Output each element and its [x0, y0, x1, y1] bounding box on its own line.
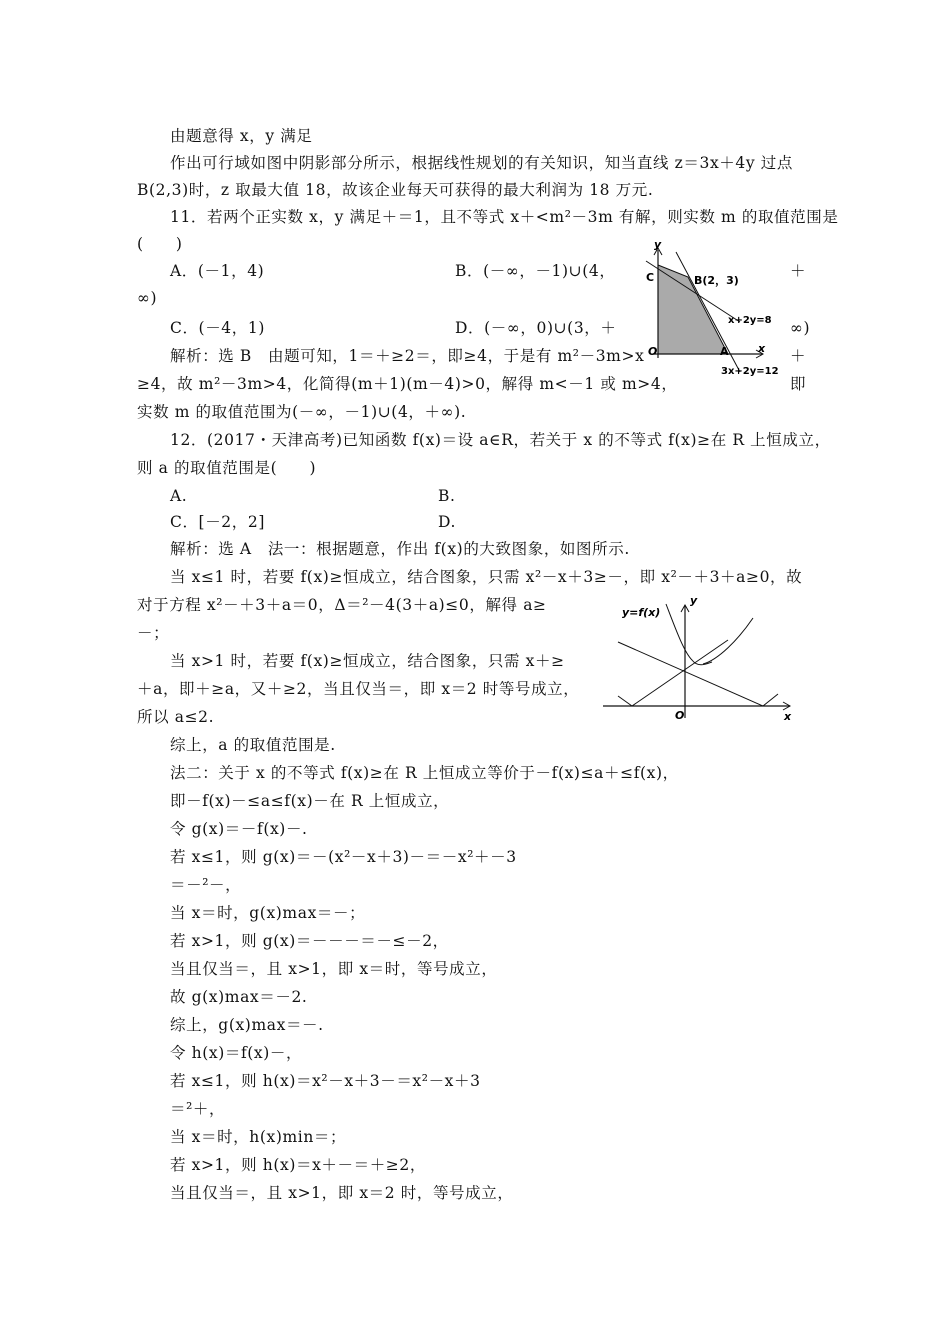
option-b-continuation: ＋ [790, 262, 807, 280]
right-branch [703, 618, 753, 664]
solution-line: 若 x>1，则 h(x)＝x＋－＝＋≥2， [170, 1156, 426, 1174]
solution-line: ＝²＋， [170, 1100, 226, 1118]
solution-line: 令 g(x)＝－f(x)－. [170, 820, 308, 838]
option-a: A. [170, 487, 188, 505]
option-d: D．(－∞，0)∪(3，＋ [455, 319, 617, 337]
solution-line: 当 x＝时，g(x)max＝－； [170, 904, 366, 922]
text-line: 由题意得 x，y 满足 [170, 127, 313, 145]
v-line-left-tail [618, 696, 632, 706]
function-graph-figure [598, 590, 798, 725]
solution-line: 解析：选 B 由题可知，1＝＋≥2＝，即≥4，于是有 m²－3m>x [170, 347, 645, 365]
solution-line: 若 x>1，则 g(x)＝－－－＝－≤－2， [170, 932, 449, 950]
option-b: B. [438, 487, 456, 505]
v-line-right [618, 642, 763, 706]
answer-bracket: ( ) [137, 235, 183, 253]
point-b-label: B(2，3) [694, 274, 739, 287]
question-11: 11．若两个正实数 x，y 满足＋＝1，且不等式 x＋<m²－3m 有解，则实数 m 的取值范围是 [170, 208, 839, 226]
solution-line: 当 x＝时，h(x)min＝； [170, 1128, 347, 1146]
v-line-left [632, 640, 728, 706]
origin-label: O [648, 345, 658, 358]
solution-line: 当 x>1 时，若要 f(x)≥恒成立，结合图象，只需 x＋≥ [170, 652, 565, 670]
y-axis-label: y [654, 240, 662, 251]
origin-label: O [675, 709, 685, 722]
solution-line: ＝－²－， [170, 876, 242, 894]
solution-line: 当 x≤1 时，若要 f(x)≥恒成立，结合图象，只需 x²－x＋3≥－，即 x²－＋3＋a≥0，故 [170, 568, 803, 586]
text-line: ∞) [137, 289, 158, 307]
point-a-label: A [720, 345, 729, 358]
option-c: C．[－2，2] [170, 513, 265, 531]
y-axis-label: y [690, 594, 698, 607]
solution-line: －； [137, 624, 170, 642]
solution-line: 法二：关于 x 的不等式 f(x)≥在 R 上恒成立等价于－f(x)≤a＋≤f(x)， [170, 764, 679, 782]
curve-label: y=f(x) [622, 606, 661, 619]
solution-line: 若 x≤1，则 h(x)＝x²－x＋3－＝x²－x＋3 [170, 1072, 481, 1090]
solution-line: 故 g(x)max＝－2. [170, 988, 308, 1006]
solution-line: 当且仅当＝，且 x>1，即 x＝2 时，等号成立， [170, 1184, 514, 1202]
x-axis-label: x [758, 342, 766, 355]
v-line-right-tail [763, 694, 778, 706]
solution-line: 实数 m 的取值范围为(－∞，－1)∪(4，＋∞). [137, 403, 467, 421]
text-line: 则 a 的取值范围是( ) [137, 459, 317, 477]
solution-line: 当且仅当＝，且 x>1，即 x＝时，等号成立， [170, 960, 498, 978]
solution-line: 所以 a≤2. [137, 708, 215, 726]
option-d-continuation: ∞) [790, 319, 811, 337]
solution-line: 即－f(x)－≤a≤f(x)－在 R 上恒成立， [170, 792, 450, 810]
solution-line: 解析：选 A 法一：根据题意，作出 f(x)的大致图象，如图所示. [170, 540, 630, 558]
solution-line-end: ＋ [790, 347, 807, 365]
solution-line-end: 即 [790, 375, 807, 393]
question-12: 12．(2017・天津高考)已知函数 f(x)＝设 a∈R，若关于 x 的不等式 f(x)≥在 R 上恒成立， [170, 431, 831, 449]
x-axis-label: x [784, 710, 792, 723]
solution-line: ≥4，故 m²－3m>4，化简得(m＋1)(m－4)>0，解得 m<－1 或 m>4， [137, 375, 678, 393]
option-d: D. [438, 513, 457, 531]
solution-line: 综上，a 的取值范围是. [170, 736, 336, 754]
line-1-label: x+2y=8 [728, 315, 772, 326]
solution-line: 对于方程 x²－＋3＋a＝0，Δ＝²－4(3＋a)≤0，解得 a≥ [137, 596, 547, 614]
solution-line: ＋a，即＋≥a，又＋≥2，当且仅当＝，即 x＝2 时等号成立， [137, 680, 580, 698]
option-b: B．(－∞，－1)∪(4， [455, 262, 616, 280]
solution-line: 综上，g(x)max＝－. [170, 1016, 324, 1034]
solution-line: 令 h(x)＝f(x)－， [170, 1044, 303, 1062]
solution-line: 若 x≤1，则 g(x)＝－(x²－x＋3)－＝－x²＋－3 [170, 848, 517, 866]
text-line: 作出可行域如图中阴影部分所示，根据线性规划的有关知识，知当直线 z＝3x＋4y 过点 [170, 154, 793, 172]
point-c-label: C [646, 271, 655, 284]
option-c: C．(－4，1) [170, 319, 265, 337]
feasible-region-figure [628, 240, 788, 380]
line-2-label: 3x+2y=12 [721, 366, 779, 377]
option-a: A．(－1，4) [170, 262, 265, 280]
text-line: B(2,3)时，z 取最大值 18，故该企业每天可获得的最大利润为 18 万元. [137, 181, 654, 199]
